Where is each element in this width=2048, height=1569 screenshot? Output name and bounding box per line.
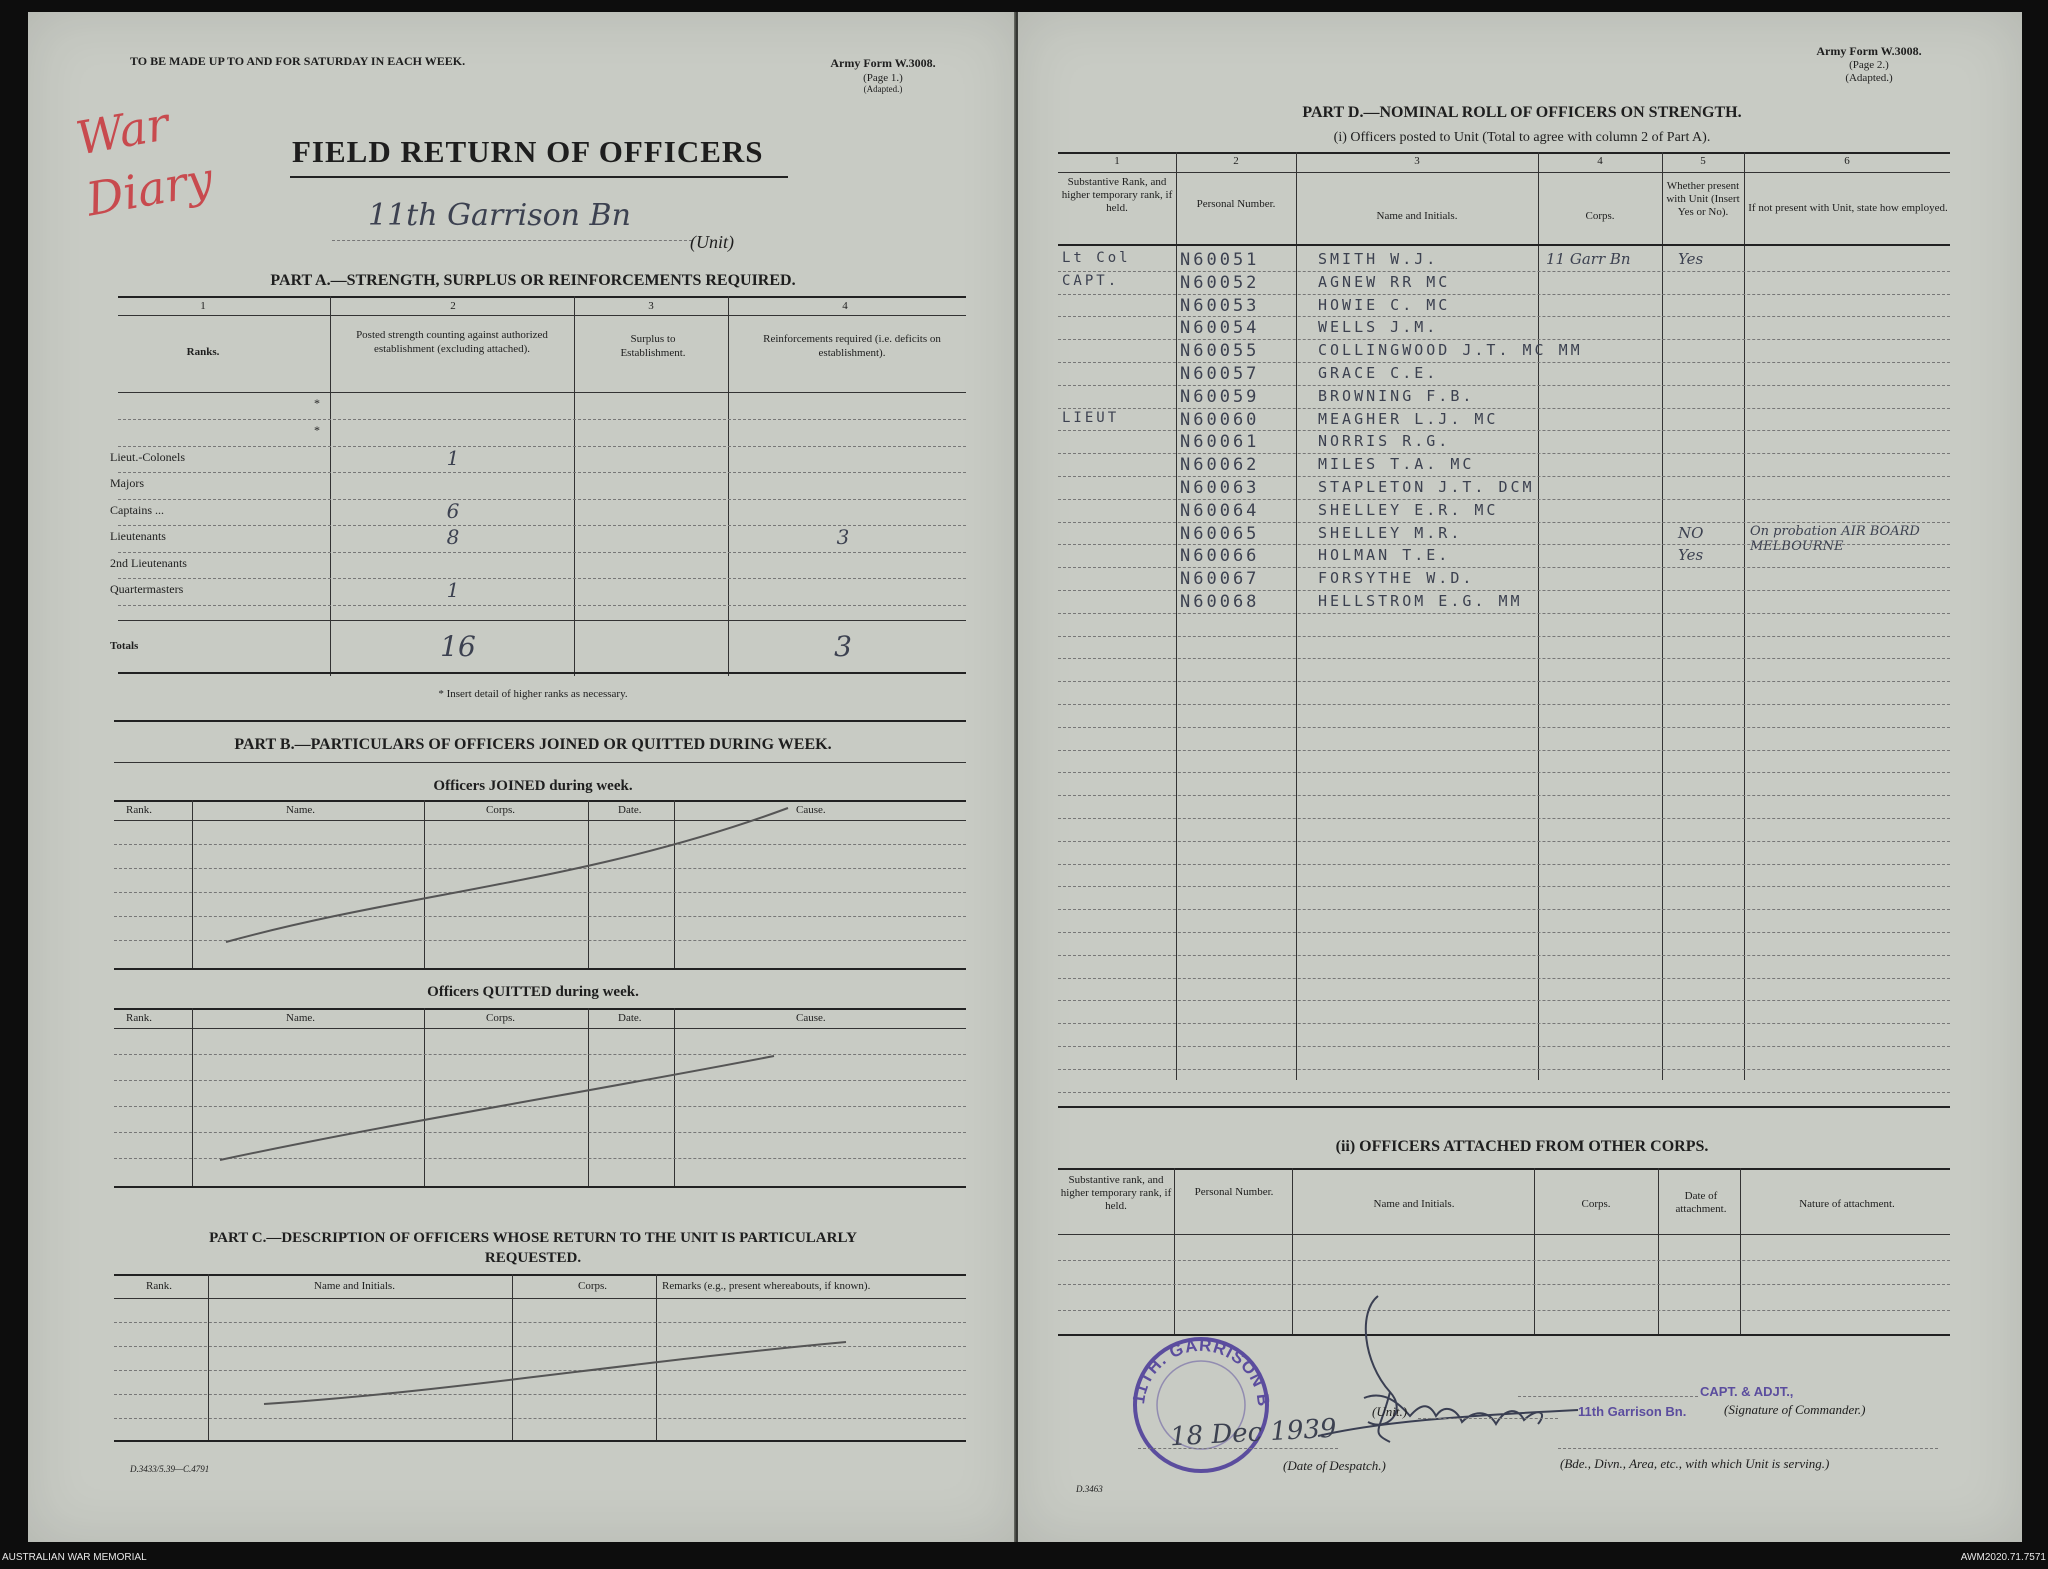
row-rule: [1058, 362, 1950, 363]
row-rule: [1058, 681, 1950, 682]
roll-name: STAPLETON J.T. DCM: [1318, 478, 1535, 496]
row-rule: [1058, 864, 1950, 865]
left-page: [28, 12, 1016, 1542]
unit-name-stamp: 11th Garrison Bn.: [1578, 1404, 1687, 1419]
header-personal-number: Personal Number.: [1196, 198, 1276, 210]
adapted-label: (Adapted.): [1845, 72, 1893, 84]
totals-reinforcements: 3: [834, 630, 852, 663]
col-number: 1: [1114, 155, 1120, 167]
roll-present: NO: [1678, 524, 1704, 542]
roll-personal-number: N60054: [1180, 318, 1260, 338]
row-rule: [1058, 636, 1950, 637]
posted-value: 1: [446, 446, 460, 470]
row-rule: [1058, 567, 1950, 568]
unit-label-right: (Unit.): [1372, 1404, 1408, 1419]
row-rule: [1058, 658, 1950, 659]
rank-label: Captains ...: [110, 503, 164, 517]
instruction-text: TO BE MADE UP TO AND FOR SATURDAY IN EACH WEEK.: [130, 54, 466, 68]
roll-personal-number: N60067: [1180, 569, 1260, 589]
footer-right: AWM2020.71.7571: [1960, 1552, 2046, 1563]
row-rule: [1058, 385, 1950, 386]
att-header-nature: Nature of attachment.: [1799, 1198, 1895, 1210]
row-rule: [1058, 795, 1950, 796]
header-posted: Posted strength counting against authorized establishment (excluding attached).: [356, 329, 548, 355]
roll-present: Yes: [1678, 250, 1704, 268]
unit-line: [332, 240, 692, 241]
roll-present: Yes: [1678, 546, 1704, 564]
roll-name: AGNEW RR MC: [1318, 273, 1451, 291]
col-number: 1: [200, 300, 206, 312]
col-number: 4: [1597, 155, 1603, 167]
header-rank: Substantive Rank, and higher temporary rank, if held.: [1061, 176, 1173, 214]
col-number: 2: [450, 300, 456, 312]
row-rule: [1058, 1023, 1950, 1024]
footer-left: AUSTRALIAN WAR MEMORIAL: [2, 1552, 147, 1563]
roll-personal-number: N60052: [1180, 273, 1260, 293]
header-surplus: Surplus to Establishment.: [620, 333, 686, 359]
header-corps: Corps.: [578, 1280, 608, 1292]
row-rule: [1058, 408, 1950, 409]
part-b-title: PART B.—PARTICULARS OF OFFICERS JOINED OR QUITTED DURING WEEK.: [234, 736, 832, 753]
roll-personal-number: N60055: [1180, 341, 1260, 361]
form-number: Army Form W.3008.: [1816, 44, 1922, 58]
row-rule: [1058, 841, 1950, 842]
header-name: Name.: [286, 804, 316, 816]
part-d-subtitle: (i) Officers posted to Unit (Total to agree with column 2 of Part A).: [1333, 130, 1711, 145]
print-code-right: D.3463: [1076, 1484, 1103, 1494]
totals-posted: 16: [440, 630, 476, 663]
row-rule: [1058, 1069, 1950, 1070]
part-a-title: PART A.—STRENGTH, SURPLUS OR REINFORCEMENTS REQUIRED.: [270, 272, 796, 289]
war-diary-annotation-2: Diary: [82, 151, 217, 227]
part-c-title-line2: REQUESTED.: [484, 1250, 582, 1266]
rank-footnote-marker: *: [314, 423, 320, 437]
roll-name: NORRIS R.G.: [1318, 432, 1451, 450]
attached-title: (ii) OFFICERS ATTACHED FROM OTHER CORPS.: [1335, 1138, 1709, 1155]
roll-corps: 11 Garr Bn: [1546, 250, 1631, 268]
roll-name: WELLS J.M.: [1318, 318, 1439, 336]
page-number: (Page 2.): [1849, 59, 1889, 71]
col-number: 3: [648, 300, 654, 312]
roll-personal-number: N60063: [1180, 478, 1260, 498]
row-rule: [1058, 294, 1950, 295]
roll-personal-number: N60062: [1180, 455, 1260, 475]
col-number: 5: [1700, 155, 1706, 167]
right-page: [1018, 12, 2022, 1542]
rank-label: Lieutenants: [110, 529, 166, 543]
row-rule: [1058, 339, 1950, 340]
header-employed: If not present with Unit, state how employed.: [1748, 202, 1948, 214]
unit-handwritten: 11th Garrison Bn: [368, 198, 631, 233]
roll-name: HELLSTROM E.G. MM: [1318, 592, 1523, 610]
row-rule: [1058, 772, 1950, 773]
row-rule: [1058, 476, 1950, 477]
roll-name: MILES T.A. MC: [1318, 455, 1475, 473]
roll-personal-number: N60057: [1180, 364, 1260, 384]
rank-stamp: CAPT. & ADJT.,: [1700, 1384, 1794, 1399]
row-rule: [1058, 932, 1950, 933]
date-of-despatch-label: (Date of Despatch.): [1283, 1458, 1386, 1473]
commander-signature: [1018, 12, 1019, 13]
row-rule: [1058, 316, 1950, 317]
bde-divn-label: (Bde., Divn., Area, etc., with which Unit is serving.): [1560, 1456, 1830, 1471]
header-name-initials: Name and Initials.: [314, 1280, 395, 1292]
header-rank: Rank.: [146, 1280, 172, 1292]
print-code-left: D.3433/5.39—C.4791: [130, 1464, 210, 1474]
roll-personal-number: N60066: [1180, 546, 1260, 566]
part-c-title-line1: PART C.—DESCRIPTION OF OFFICERS WHOSE RETURN TO THE UNIT IS PARTICULARLY: [209, 1230, 857, 1246]
stamp-text: 11TH. GARRISON BN.: [1119, 1315, 1274, 1409]
att-header-rank: Substantive rank, and higher temporary rank, if held.: [1060, 1174, 1172, 1212]
row-rule: [1058, 1092, 1950, 1093]
att-header-date: Date of attachment.: [1675, 1190, 1727, 1215]
att-header-personal-number: Personal Number.: [1194, 1186, 1274, 1198]
posted-value: 1: [446, 578, 460, 602]
war-diary-annotation-1: War: [72, 96, 173, 166]
rank-label: Lieut.-Colonels: [110, 450, 185, 464]
totals-label: Totals: [110, 640, 139, 652]
row-rule: [1058, 978, 1950, 979]
roll-name: MEAGHER L.J. MC: [1318, 410, 1499, 428]
form-title: FIELD RETURN OF OFFICERS: [292, 134, 764, 169]
row-rule: [1058, 613, 1950, 614]
header-reinforcements: Reinforcements required (i.e. deficits on establishment).: [763, 333, 941, 359]
row-rule: [1058, 1000, 1950, 1001]
roll-personal-number: N60064: [1180, 501, 1260, 521]
row-rule: [1058, 704, 1950, 705]
roll-personal-number: N60068: [1180, 592, 1260, 612]
roll-rank: LIEUT: [1062, 410, 1120, 426]
roll-name: COLLINGWOOD J.T. MC MM: [1318, 341, 1583, 359]
row-rule: [1058, 886, 1950, 887]
header-corps: Corps.: [1585, 210, 1615, 222]
header-date: Date.: [618, 1012, 642, 1024]
roll-name: HOWIE C. MC: [1318, 296, 1451, 314]
despatch-date: 18 Dec 1939: [1169, 1413, 1338, 1453]
unit-label: (Unit): [690, 232, 734, 252]
header-name-initials: Name and Initials.: [1376, 210, 1458, 222]
quitted-title: Officers QUITTED during week.: [427, 984, 639, 1000]
roll-personal-number: N60051: [1180, 250, 1260, 270]
roll-name: FORSYTHE W.D.: [1318, 569, 1475, 587]
roll-rank: Lt Col: [1062, 250, 1131, 266]
roll-name: SHELLEY M.R.: [1318, 524, 1463, 542]
title-underline: [290, 176, 788, 178]
col-number: 2: [1233, 155, 1239, 167]
header-corps: Corps.: [486, 1012, 516, 1024]
roll-employed: On probation AIR BOARD MELBOURNE: [1750, 524, 1920, 554]
posted-value: 6: [446, 499, 460, 523]
row-rule: [1058, 1046, 1950, 1047]
rank-label: 2nd Lieutenants: [110, 556, 187, 570]
col-number: 4: [842, 300, 848, 312]
roll-personal-number: N60059: [1180, 387, 1260, 407]
roll-name: GRACE C.E.: [1318, 364, 1439, 382]
rank-label: Majors: [110, 476, 144, 490]
header-date: Date.: [618, 804, 642, 816]
roll-personal-number: N60053: [1180, 296, 1260, 316]
joined-title: Officers JOINED during week.: [433, 778, 633, 794]
header-rank: Rank.: [126, 1012, 152, 1024]
header-name: Name.: [286, 1012, 316, 1024]
row-rule: [1058, 499, 1950, 500]
header-ranks: Ranks.: [186, 346, 220, 358]
part-d-title: PART D.—NOMINAL ROLL OF OFFICERS ON STRENGTH.: [1302, 104, 1742, 121]
row-rule: [1058, 909, 1950, 910]
roll-rank: CAPT.: [1062, 273, 1120, 289]
col-number: 6: [1844, 155, 1850, 167]
row-rule: [1058, 818, 1950, 819]
header-corps: Corps.: [486, 804, 516, 816]
roll-name: HOLMAN T.E.: [1318, 546, 1451, 564]
att-header-name: Name and Initials.: [1373, 1198, 1455, 1210]
header-cause: Cause.: [796, 1012, 826, 1024]
att-header-corps: Corps.: [1581, 1198, 1611, 1210]
roll-personal-number: N60065: [1180, 524, 1260, 544]
header-present: Whether present with Unit (Insert Yes or No).: [1666, 180, 1740, 218]
signature-label: (Signature of Commander.): [1724, 1402, 1866, 1417]
page-number: (Page 1.): [863, 72, 903, 84]
roll-name: SMITH W.J.: [1318, 250, 1439, 268]
adapted-label: (Adapted.): [863, 84, 903, 94]
row-rule: [1058, 727, 1950, 728]
rank-label: Quartermasters: [110, 582, 184, 596]
row-rule: [1058, 750, 1950, 751]
row-rule: [1058, 430, 1950, 431]
form-number: Army Form W.3008.: [830, 56, 936, 70]
header-remarks: Remarks (e.g., present whereabouts, if known).: [662, 1280, 871, 1292]
rank-footnote-marker: *: [314, 396, 320, 410]
roll-name: BROWNING F.B.: [1318, 387, 1475, 405]
header-cause: Cause.: [796, 804, 826, 816]
part-c-cancel-stroke: [28, 12, 29, 13]
unit-stamp-circle: [1119, 1315, 1276, 1480]
header-rank: Rank.: [126, 804, 152, 816]
col-number: 3: [1414, 155, 1420, 167]
row-rule: [1058, 955, 1950, 956]
posted-value: 8: [446, 525, 460, 549]
part-a-footnote: * Insert detail of higher ranks as necessary.: [438, 688, 628, 700]
roll-personal-number: N60060: [1180, 410, 1260, 430]
roll-personal-number: N60061: [1180, 432, 1260, 452]
reinforcements-value: 3: [836, 525, 850, 549]
row-rule: [1058, 271, 1950, 272]
row-rule: [1058, 453, 1950, 454]
roll-name: SHELLEY E.R. MC: [1318, 501, 1499, 519]
row-rule: [1058, 522, 1950, 523]
row-rule: [1058, 590, 1950, 591]
